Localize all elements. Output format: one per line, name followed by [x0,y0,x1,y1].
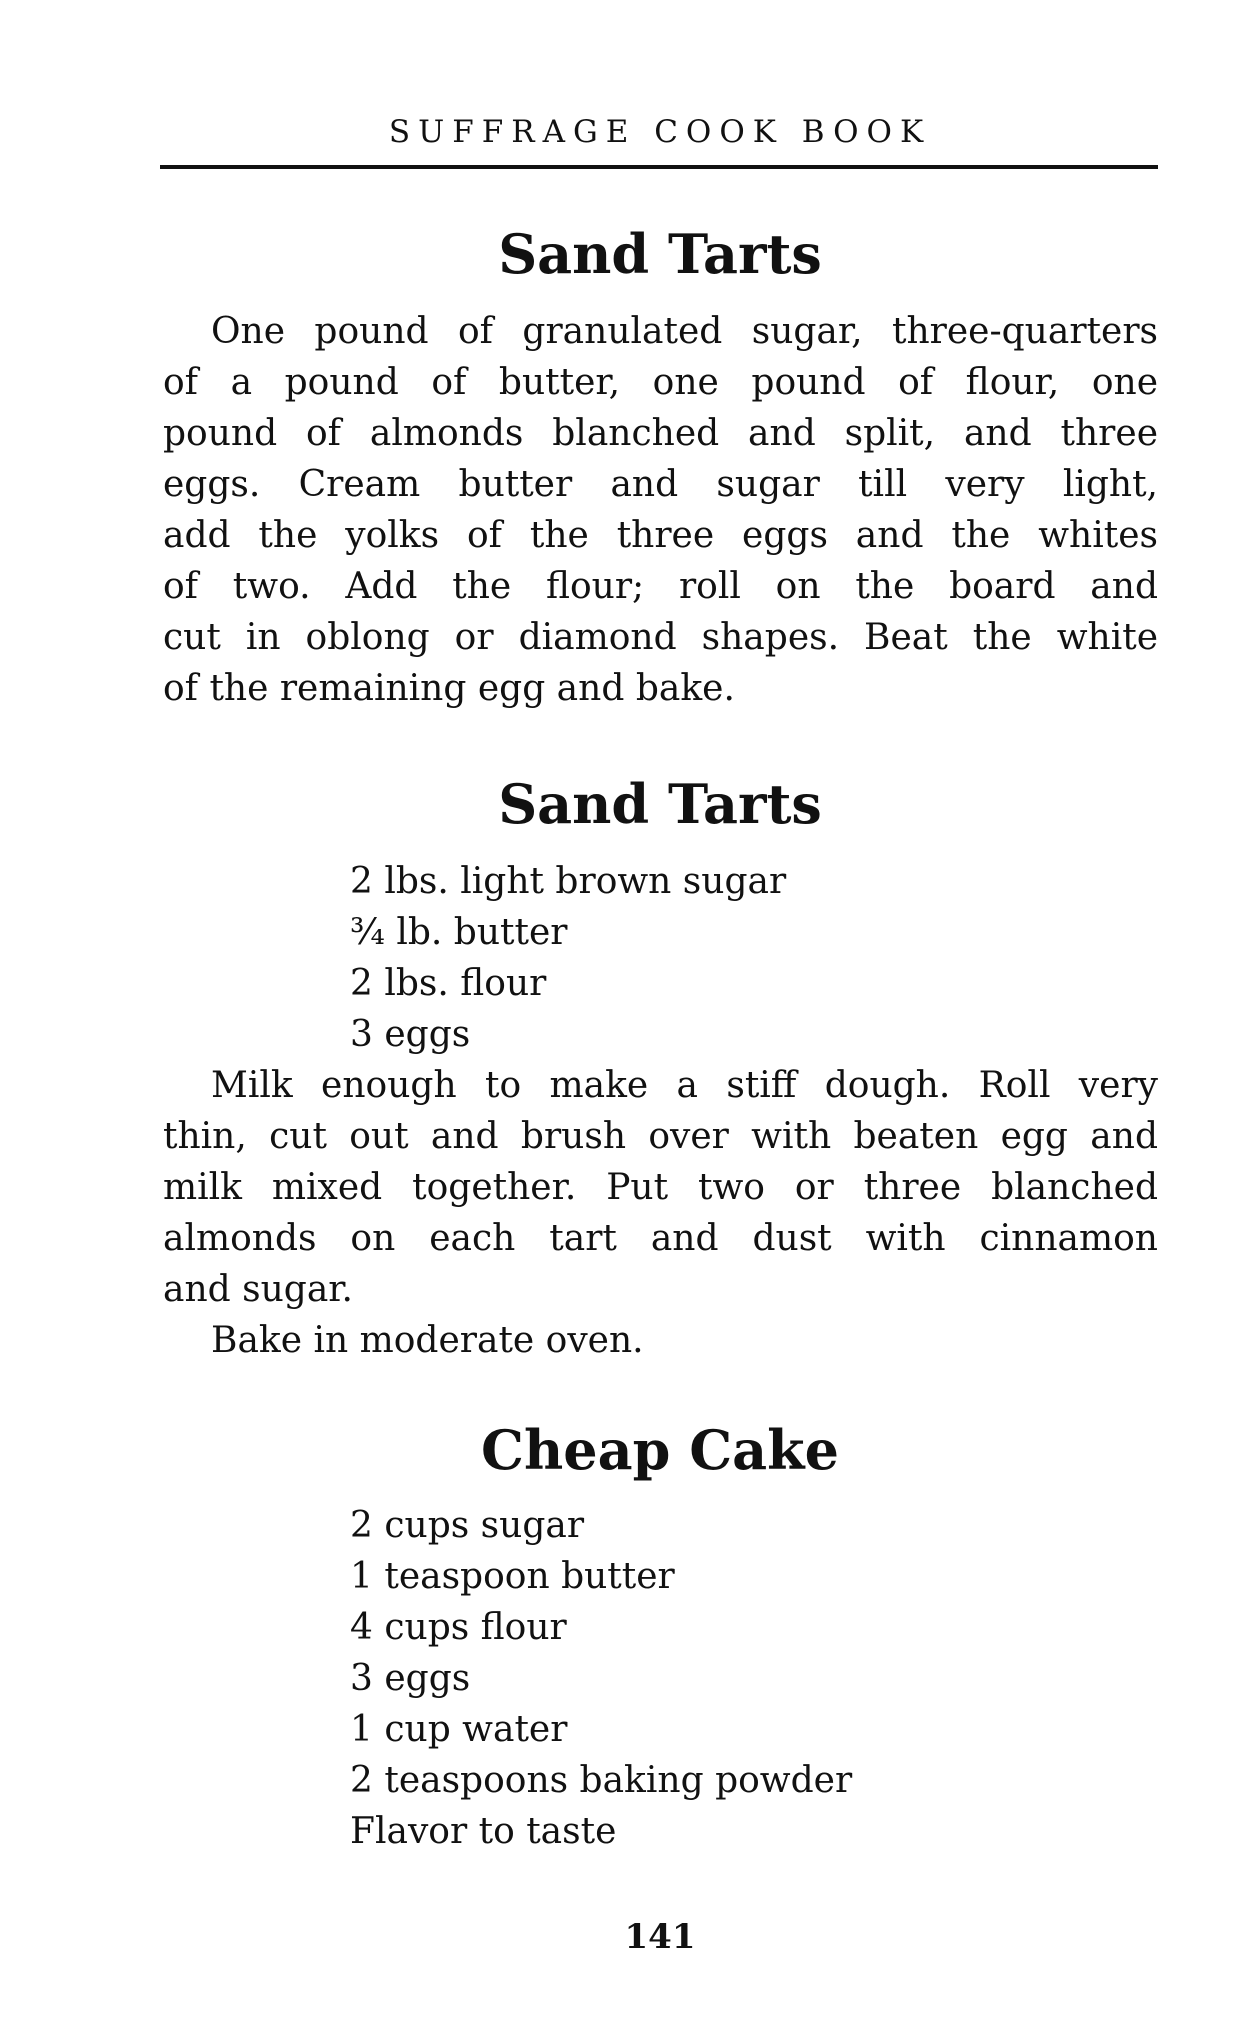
ingredient-item: ¾ lb. butter [350,912,568,953]
ingredient-item: 3 eggs [350,1014,471,1055]
recipe-title: Cheap Cake [481,1418,839,1482]
recipe-method [163,306,1158,714]
ingredient-item: 3 eggs [350,1658,471,1699]
recipe-method [163,1060,1158,1315]
method-line: add the yolks of the three eggs and the whites [163,515,1158,556]
ingredient-item: 2 lbs. flour [350,963,547,1004]
ingredient-item: Flavor to taste [350,1811,617,1852]
header-rule [160,165,1158,169]
ingredient-list [350,1500,852,1857]
method-line: pound of almonds blanched and split, and three [163,413,1158,454]
method-line: of the remaining egg and bake. [163,668,735,709]
ingredient-item: 2 cups sugar [350,1505,585,1546]
method-line: and sugar. [163,1269,354,1310]
method-line: eggs. Cream butter and sugar till very light, [163,464,1158,505]
recipe-title: Sand Tarts [498,222,822,286]
ingredient-item: 2 teaspoons baking powder [350,1760,853,1801]
method-line: Milk enough to make a stiff dough. Roll very [211,1065,1158,1106]
method-line: of two. Add the flour; roll on the board and [163,566,1158,607]
ingredient-item: 4 cups flour [350,1607,567,1648]
method-line: thin, cut out and brush over with beaten egg and [163,1116,1158,1157]
ingredient-item: 1 teaspoon butter [350,1556,675,1597]
method-line: One pound of granulated sugar, three-quarters [211,311,1158,352]
page-number: 141 [624,1917,696,1957]
recipe-title: Sand Tarts [498,772,822,836]
ingredient-list [350,856,786,1060]
method-line: cut in oblong or diamond shapes. Beat the white [163,617,1158,658]
running-header: SUFFRAGE COOK BOOK [388,114,932,150]
method-line: milk mixed together. Put two or three blanched [163,1167,1158,1208]
method-line: almonds on each tart and dust with cinnamon [163,1218,1158,1259]
ingredient-item: 2 lbs. light brown sugar [350,861,787,902]
recipe-note: Bake in moderate oven. [211,1320,644,1361]
method-line: of a pound of butter, one pound of flour, one [163,362,1158,403]
ingredient-item: 1 cup water [350,1709,568,1750]
